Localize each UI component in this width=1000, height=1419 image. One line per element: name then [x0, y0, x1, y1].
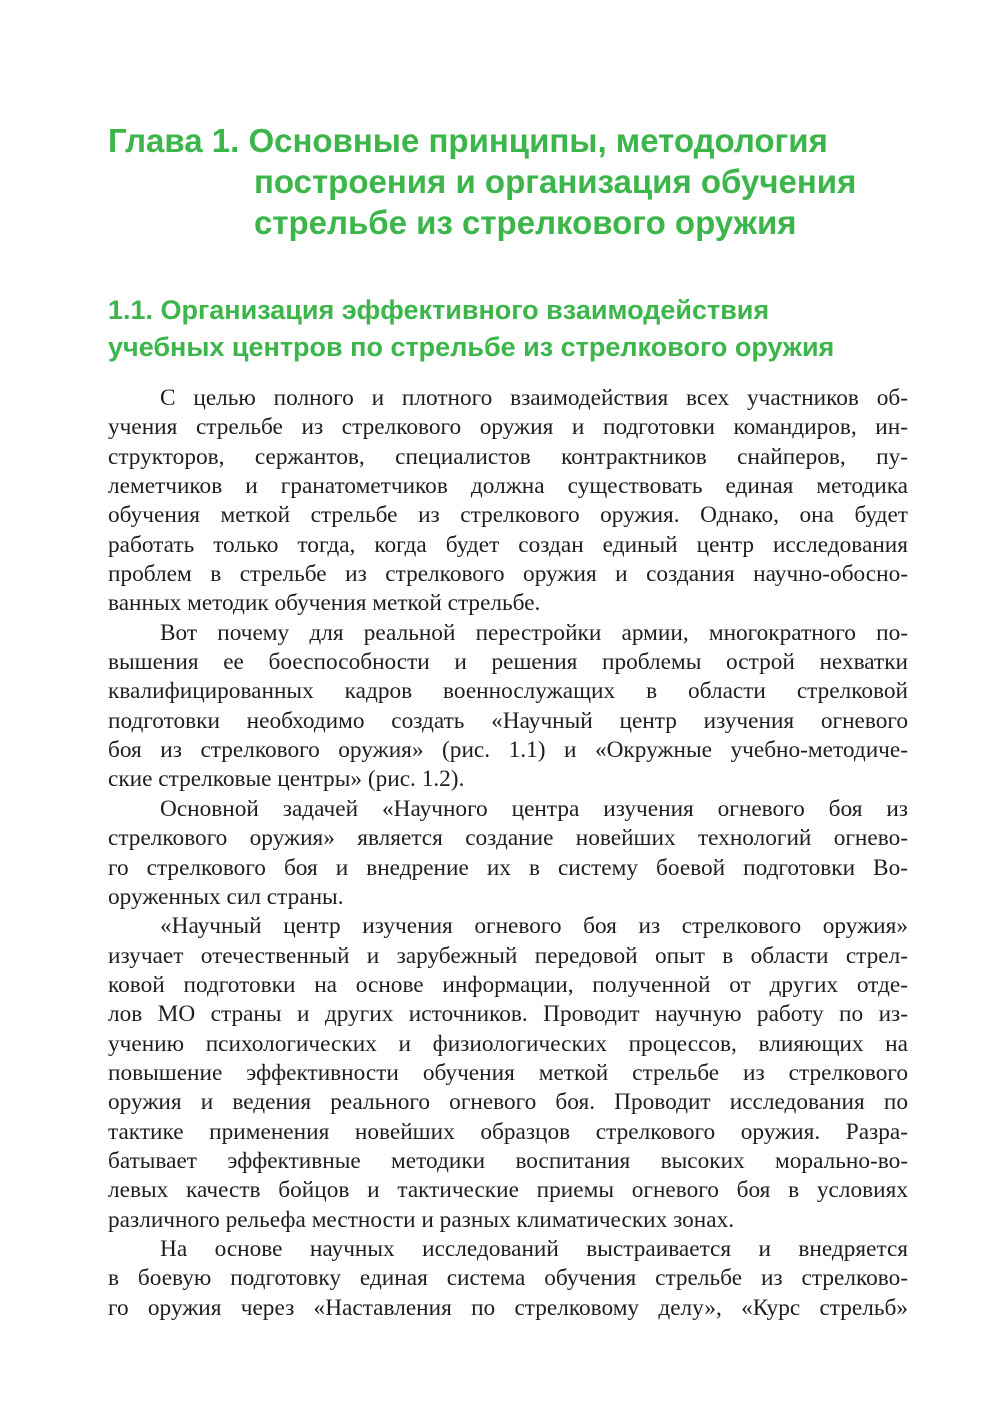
- text-line: учению психологических и физиологических процессов, влияющих на: [108, 1030, 908, 1057]
- text-line: батывает эффективные методики воспитания высоких морально-во-: [108, 1147, 908, 1174]
- paragraph: [108, 384, 908, 619]
- text-line: го оружия через «Наставления по стрелковому делу», «Курс стрельб»: [108, 1294, 908, 1321]
- text-line: проблем в стрельбе из стрелкового оружия и создания научно-обосно-: [108, 561, 908, 588]
- paragraph: [108, 795, 908, 912]
- text-line: ские стрелковые центры» (рис. 1.2).: [108, 766, 465, 793]
- paragraph: [108, 912, 908, 1235]
- text-line: структоров, сержантов, специалистов контрактников снайперов, пу-: [108, 443, 908, 470]
- text-line: обучения меткой стрельбе из стрелкового оружия. Однако, она будет: [108, 502, 908, 529]
- text-line: различного рельефа местности и разных климатических зонах.: [108, 1206, 735, 1233]
- section-title-line: 1.1. Организация эффективного взаимодействия: [108, 295, 770, 325]
- text-line: «Научный центр изучения огневого боя из стрелкового оружия»: [160, 913, 908, 940]
- paragraph: [108, 1235, 908, 1323]
- text-line: левых качеств бойцов и тактические приемы огневого боя в условиях: [108, 1177, 908, 1204]
- paragraph: [108, 619, 908, 795]
- text-line: вышения ее боеспособности и решения проблемы острой нехватки: [108, 649, 908, 676]
- text-line: стрелкового оружия» является создание новейших технологий огнево-: [108, 825, 908, 852]
- text-line: ванных методик обучения меткой стрельбе.: [108, 590, 541, 617]
- text-line: леметчиков и гранатометчиков должна существовать единая методика: [108, 473, 908, 500]
- text-line: боя из стрелкового оружия» (рис. 1.1) и «Окружные учебно-методиче-: [108, 737, 908, 764]
- text-line: квалифицированных кадров военнослужащих в области стрелковой: [108, 678, 908, 705]
- text-line: тактике применения новейших образцов стрелкового оружия. Разра-: [108, 1118, 908, 1145]
- text-line: в боевую подготовку единая система обучения стрельбе из стрелково-: [108, 1265, 908, 1292]
- chapter-title-line: стрельбе из стрелкового оружия: [254, 204, 797, 241]
- text-line: ковой подготовки на основе информации, полученной от других отде-: [108, 971, 908, 998]
- text-line: оружия и ведения реального огневого боя. Проводит исследования по: [108, 1089, 908, 1116]
- text-line: изучает отечественный и зарубежный передовой опыт в области стрел-: [108, 942, 908, 969]
- text-line: Вот почему для реальной перестройки армии, многократного по-: [160, 619, 908, 646]
- text-line: учения стрельбе из стрелкового оружия и подготовки командиров, ин-: [108, 414, 908, 441]
- text-line: подготовки необходимо создать «Научный центр изучения огневого: [108, 707, 908, 734]
- text-line: лов МО страны и других источников. Проводит научную работу по из-: [108, 1001, 908, 1028]
- section-title: [108, 292, 908, 366]
- body-text: [108, 384, 908, 1323]
- chapter-title-line: Глава 1. Основные принципы, методология: [108, 122, 828, 159]
- text-line: го стрелкового боя и внедрение их в систему боевой подготовки Во-: [108, 854, 908, 881]
- text-line: работать только тогда, когда будет создан единый центр исследования: [108, 531, 908, 558]
- text-line: С целью полного и плотного взаимодействия всех участников об-: [160, 385, 908, 411]
- text-line: оруженных сил страны.: [108, 883, 344, 910]
- text-line: Основной задачей «Научного центра изучения огневого боя из: [160, 795, 908, 822]
- chapter-title: [108, 120, 908, 243]
- text-line: повышение эффективности обучения меткой стрельбе из стрелкового: [108, 1059, 908, 1086]
- section-title-line: учебных центров по стрельбе из стрелкового оружия: [108, 332, 835, 362]
- chapter-title-line: построения и организация обучения: [254, 163, 857, 200]
- text-line: На основе научных исследований выстраивается и внедряется: [160, 1235, 908, 1262]
